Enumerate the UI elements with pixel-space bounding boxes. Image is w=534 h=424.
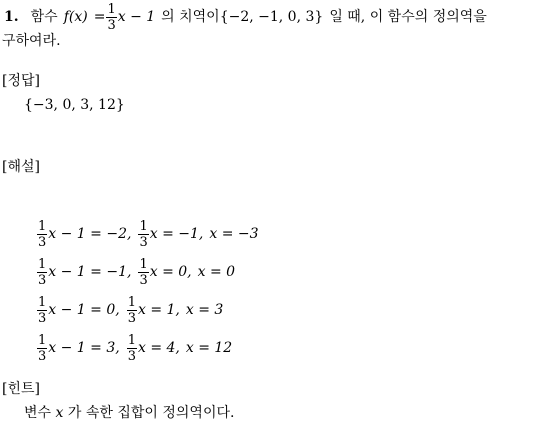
- fraction-one-third: [127, 296, 137, 325]
- equation-rhs: x = 4,: [137, 340, 180, 356]
- fraction-numerator: 1: [38, 256, 47, 272]
- fraction-denominator: 3: [38, 310, 47, 326]
- fraction-denominator: 3: [38, 234, 47, 250]
- equation-lhs: x − 1 = −2,: [48, 226, 132, 242]
- equation-result: x = 3: [185, 302, 224, 318]
- equation-rhs: x = −1,: [149, 226, 204, 242]
- hint-text-a: 변수: [24, 405, 52, 421]
- solution-equation-4: [36, 332, 232, 364]
- fraction-numerator: 1: [107, 1, 116, 17]
- answer-set: {−3, 0, 3, 12}: [24, 97, 125, 113]
- fraction-one-third: [138, 220, 148, 249]
- solution-equation-3: [36, 294, 223, 326]
- function-rest: x − 1: [117, 9, 156, 25]
- solution-header: [해설]: [2, 159, 40, 175]
- fraction-numerator: 1: [127, 332, 136, 348]
- fraction-one-third: [37, 220, 47, 249]
- hint-text: [24, 406, 234, 420]
- equation-result: x = 12: [185, 340, 233, 356]
- fraction-denominator: 3: [127, 310, 136, 326]
- problem-text-a: 함수: [30, 9, 58, 25]
- fraction-numerator: 1: [38, 332, 47, 348]
- fraction-numerator: 1: [38, 294, 47, 310]
- equation-rhs: x = 0,: [149, 264, 192, 280]
- problem-text-b: 의 치역이: [161, 9, 220, 25]
- equation-lhs: x − 1 = 3,: [48, 340, 120, 356]
- hint-variable: x: [55, 405, 64, 421]
- equation-lhs: x − 1 = 0,: [48, 302, 120, 318]
- fraction-numerator: 1: [139, 256, 148, 272]
- range-set: {−2, −1, 0, 3}: [219, 9, 324, 25]
- fraction-denominator: 3: [139, 272, 148, 288]
- fraction-denominator: 3: [38, 348, 47, 364]
- problem-line-2: 구하여라.: [2, 33, 61, 49]
- equation-result: x = 0: [197, 264, 236, 280]
- equation-rhs: x = 1,: [137, 302, 180, 318]
- answer-header: [정답]: [2, 73, 40, 89]
- fraction-one-third: [106, 3, 116, 32]
- fraction-numerator: 1: [139, 218, 148, 234]
- problem-number: 1.: [4, 9, 19, 25]
- fraction-one-third: [127, 334, 137, 363]
- function-name: f(x): [63, 9, 88, 25]
- fraction-one-third: [138, 258, 148, 287]
- fraction-denominator: 3: [139, 234, 148, 250]
- hint-header: [힌트]: [2, 381, 40, 397]
- fraction-numerator: 1: [127, 294, 136, 310]
- fraction-one-third: [37, 334, 47, 363]
- hint-text-b: 가 속한 집합이 정의역이다.: [67, 405, 235, 421]
- problem-text-c: 일 때, 이 함수의 정의역을: [329, 9, 487, 25]
- equals-sign: =: [93, 9, 106, 25]
- fraction-one-third: [37, 258, 47, 287]
- equation-lhs: x − 1 = −1,: [48, 264, 132, 280]
- fraction-one-third: [37, 296, 47, 325]
- fraction-denominator: 3: [107, 17, 116, 33]
- fraction-numerator: 1: [38, 218, 47, 234]
- fraction-denominator: 3: [127, 348, 136, 364]
- solution-equation-1: [36, 218, 259, 250]
- equation-result: x = −3: [209, 226, 259, 242]
- fraction-denominator: 3: [38, 272, 47, 288]
- problem-line-1: [4, 0, 487, 34]
- solution-equation-2: [36, 256, 235, 288]
